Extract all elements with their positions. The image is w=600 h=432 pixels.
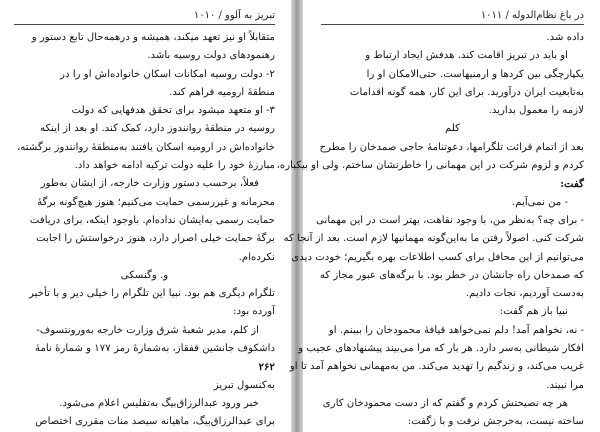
right-text-line: که صمدخان راه جانشان در خطر بود. با برگه‌های عبور مجاز که [319,269,584,281]
dialogue-line: - من نمی‌آیم. [511,196,568,208]
left-text-line: به‌کنسول تبریز [213,379,275,391]
signature-line: و. وگنسکی [120,269,169,281]
signature-line: کلم [444,123,460,135]
right-text-line: مرا نبیند. [546,379,584,391]
dialogue-line: - نه، نخواهم آمد! دلم نمی‌خواهد قیافهٔ محمودخان را ببینم. او [328,324,584,336]
right-text-line: کردم و لزوم شرکت در این مهمانی را خاطرنشان ساختم. ولی او بیکباره، [276,160,584,172]
right-text-line: به‌تابعیت ایران درآورید. برای این کار، همه گونه اقدامات [349,86,584,98]
left-text-line: برگهٔ حمایت خیلی اصرار دارد، هنوز درخواستش را اجابت [36,233,275,245]
right-text-line: گفت: [560,178,584,191]
left-text-line: خبر ورود عبدالرزاق‌بیگ به‌تفلیس اعلام می‌شود. [59,397,259,409]
right-page [276,0,600,432]
left-page-header: تبریز به آلوو / ۱۰۱۰ [14,8,275,25]
right-text-line: نبیا باز هم گفت: [499,306,568,318]
left-text-line: از کلم، مدیر شعبهٔ شرق وزارت خارجه به‌ورونتسوف- [36,324,259,336]
right-text-line: بعد از اتمام قرائت تلگرامها، دعوتنامهٔ حاجی صمدخان را مطرح [319,141,584,153]
right-text-line: او باید در تبریز اقامت کند. هدفش ایجاد ارتباط و [365,50,568,62]
left-text-line: برای عبدالرزاق‌بیگ، ماهیانه سیصد منات مقرری اختصاص [35,416,275,428]
left-text-line: مبارزهٔ خود را علیه دولت ترکیه ادامه خواهد داد. [74,160,275,172]
right-page-header: در باغ نظام‌الدوله / ۱۰۱۱ [321,8,584,25]
right-text-line: غریب می‌کند، و زندگیم را تهدید می‌کند. من به‌مهمانی نخواهم آمد تا او [289,361,584,373]
right-text-line: به‌دست آوردیم، نجات دادیم. [465,288,584,300]
left-text-line: ۳- او متعهد میشود برای تحقق هدفهایی که دولت [71,105,275,117]
left-text-line: روسیه در منطقهٔ روانندوز دارد، کمک کند. او بعد از اینکه [40,123,275,135]
right-text-line: افکار شیطانی به‌سر دارد. هر بار که مرا می‌بیند پیشنهادهای عجیب و [298,343,584,355]
left-text-line: رهنمودهای دولت روسیه باشد. [147,50,275,62]
right-text-line: می‌توانیم از این محافل برای کسب اطلاعات بهره بگیریم؛ خودت دیدی [291,251,584,263]
left-text-line: متقابلاً او نیز تعهد میکند، همیشه و درهمه‌حال تابع دستور و [31,32,275,43]
left-text-line: حمایت رسمی به‌ایشان نداده‌ام. باوجود اینکه، برای دریافت [29,214,275,226]
left-text-line: محرمانه و غیررسمی حمایت می‌کنیم؛ هنوز هیچ‌گونه برگهٔ [37,196,275,208]
dialogue-line: - برای چه؟ به‌نظر من، با وجود نقاهت، بهتر است در این مهمانی [316,214,584,226]
right-text-line: ساخته نیست، به‌خرجش نرفت و با زگفت: [407,416,584,428]
left-page [0,0,291,432]
right-text-line: لازمه را معمول بدارید. [488,105,584,117]
right-text-line: یکپارچگی بین کردها و ارمنیهاست. حتی‌الامکان او را [366,68,584,80]
right-text-line: داده شد. [546,32,584,43]
left-text-line: خانواده‌اش در ارومیه اسکان یافتند به‌منطقهٔ روانندوز برگشته، [17,141,275,153]
left-text-line: آورده بود: [233,306,275,318]
left-text-line: منطقهٔ ارومیه فراهم کند. [169,86,275,98]
left-text-line: نکرده‌ام. [238,251,275,263]
right-text-line: هر چه نصیحتش کردم و گفتم که از دست محمودخان کاری [322,397,568,409]
left-text-line: داشکوف جانشین قفقاز، به‌شمارهٔ رمز ۱۷۷ و شمارهٔ نامهٔ [35,343,275,355]
left-text-line: فعلاً، برحسب دستور وزارت خارجه، از ایشان به‌طور [40,178,259,190]
left-text-line: ۲- دولت روسیه امکانات اسکان خانواده‌اش او را در [60,68,275,80]
left-text-line: تلگرام دیگری هم بود. نبیا این تلگرام را خیلی دیر و با تأخیر [29,288,275,300]
letter-number: ۲۶۲ [258,361,275,374]
right-text-line: شرکت کنی. اصولاً رفتن ما به‌این‌گونه مهمانیها لازم است. بعد از آنجا که [283,233,584,245]
